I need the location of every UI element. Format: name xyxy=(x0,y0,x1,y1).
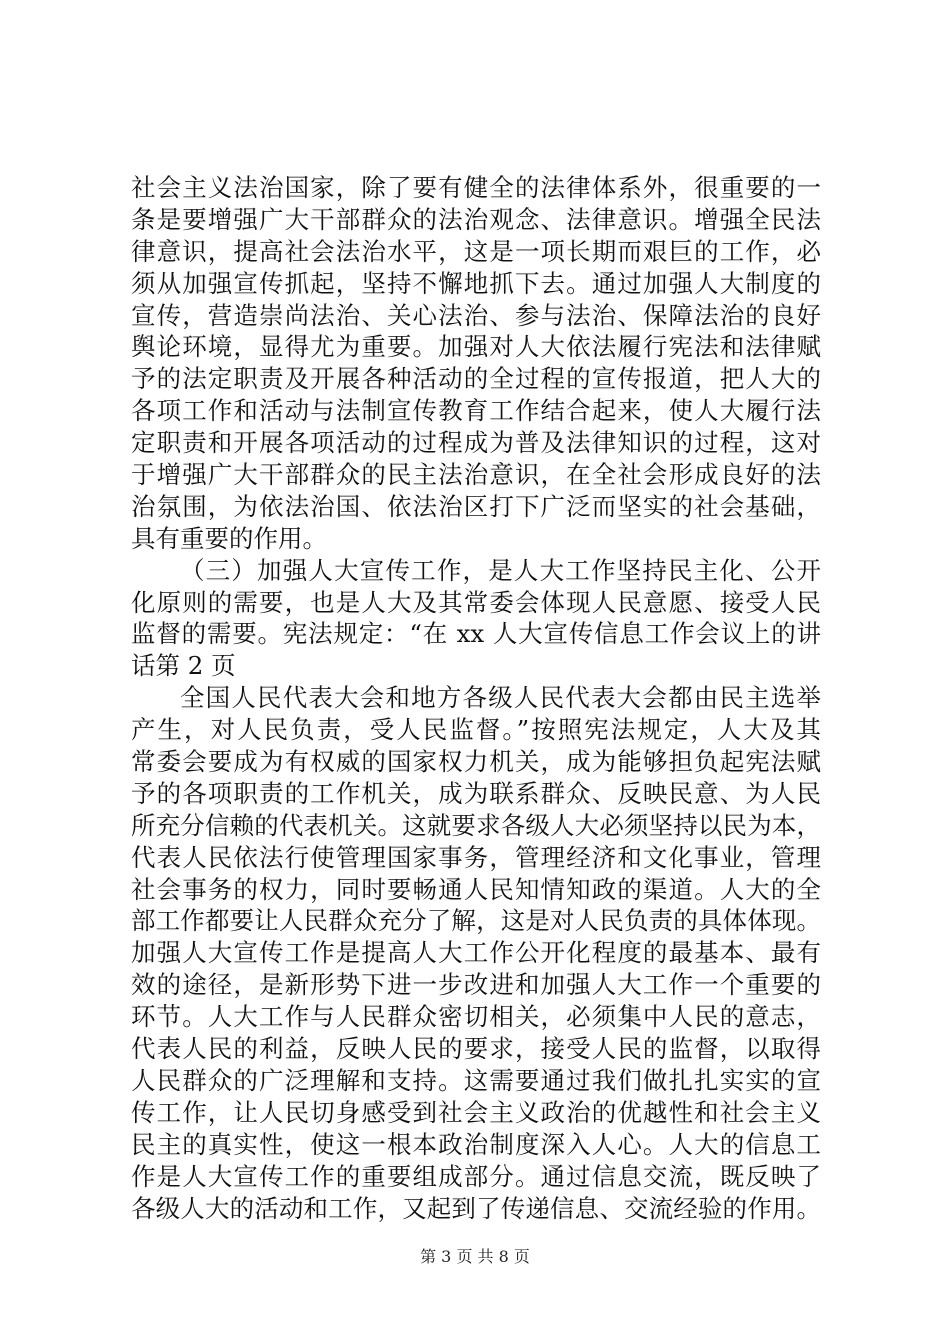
text-line: 效的途径，是新形势下进一步改进和加强人大工作一个重要的 xyxy=(131,970,821,1000)
text-line: 治氛围，为依法治国、依法治区打下广泛而坚实的社会基础， xyxy=(131,491,821,521)
text-line: 条是要增强广大干部群众的法治观念、法律意识。增强全民法 xyxy=(131,204,821,234)
paragraph-start-line: 全国人民代表大会和地方各级人民代表大会都由民主选举 xyxy=(180,683,821,713)
text-line: 化原则的需要，也是人大及其常委会体现人民意愿、接受人民 xyxy=(131,587,821,617)
text-line: 传工作，让人民切身感受到社会主义政治的优越性和社会主义 xyxy=(131,1097,821,1127)
text-line: 加强人大宣传工作是提高人大工作公开化程度的最基本、最有 xyxy=(131,938,821,968)
text-line: 社会事务的权力，同时要畅通人民知情知政的渠道。人大的全 xyxy=(131,874,821,904)
text-line: 所充分信赖的代表机关。这就要求各级人大必须坚持以民为本， xyxy=(131,810,821,840)
text-line: 于增强广大干部群众的民主法治意识，在全社会形成良好的法 xyxy=(131,460,821,490)
text-line: 代表人民的利益，反映人民的要求，接受人民的监督，以取得 xyxy=(131,1034,821,1064)
text-line: 舆论环境，显得尤为重要。加强对人大依法履行宪法和法律赋 xyxy=(131,332,821,362)
text-line: 宣传，营造崇尚法治、关心法治、参与法治、保障法治的良好 xyxy=(131,300,821,330)
text-line: 须从加强宣传抓起，坚持不懈地抓下去。通过加强人大制度的 xyxy=(131,268,821,298)
text-line: 话第 2 页 xyxy=(131,651,236,681)
text-line: 产生，对人民负责，受人民监督。”按照宪法规定，人大及其 xyxy=(131,715,821,745)
text-line: 环节。人大工作与人民群众密切相关，必须集中人民的意志， xyxy=(131,1002,821,1032)
page-footer: 第 3 页 共 8 页 xyxy=(420,1247,530,1266)
text-line: 人民群众的广泛理解和支持。这需要通过我们做扎扎实实的宣 xyxy=(131,1065,821,1095)
text-line: 予的各项职责的工作机关，成为联系群众、反映民意、为人民 xyxy=(131,778,821,808)
text-line: 具有重要的作用。 xyxy=(131,523,327,553)
text-line: 予的法定职责及开展各种活动的全过程的宣传报道，把人大的 xyxy=(131,364,821,394)
text-line: 作是人大宣传工作的重要组成部分。通过信息交流，既反映了 xyxy=(131,1161,821,1191)
body-text xyxy=(131,172,821,1224)
text-line: 监督的需要。宪法规定：“在 xx 人大宣传信息工作会议上的讲 xyxy=(131,619,821,649)
text-line: 民主的真实性，使这一根本政治制度深入人心。人大的信息工 xyxy=(131,1129,821,1159)
text-line: 代表人民依法行使管理国家事务，管理经济和文化事业，管理 xyxy=(131,842,821,872)
text-line: 部工作都要让人民群众充分了解，这是对人民负责的具体体现。 xyxy=(131,906,821,936)
text-line: 社会主义法治国家，除了要有健全的法律体系外，很重要的一 xyxy=(131,173,821,202)
text-line: 律意识，提高社会法治水平，这是一项长期而艰巨的工作，必 xyxy=(131,236,821,266)
text-line: 常委会要成为有权威的国家权力机关，成为能够担负起宪法赋 xyxy=(131,747,821,777)
text-line: 定职责和开展各项活动的过程成为普及法律知识的过程，这对 xyxy=(131,428,821,458)
paragraph-start-line: （三）加强人大宣传工作，是人大工作坚持民主化、公开 xyxy=(180,555,821,585)
text-line: 各项工作和活动与法制宣传教育工作结合起来，使人大履行法 xyxy=(131,396,821,426)
text-line: 各级人大的活动和工作，又起到了传递信息、交流经验的作用。 xyxy=(131,1193,821,1223)
